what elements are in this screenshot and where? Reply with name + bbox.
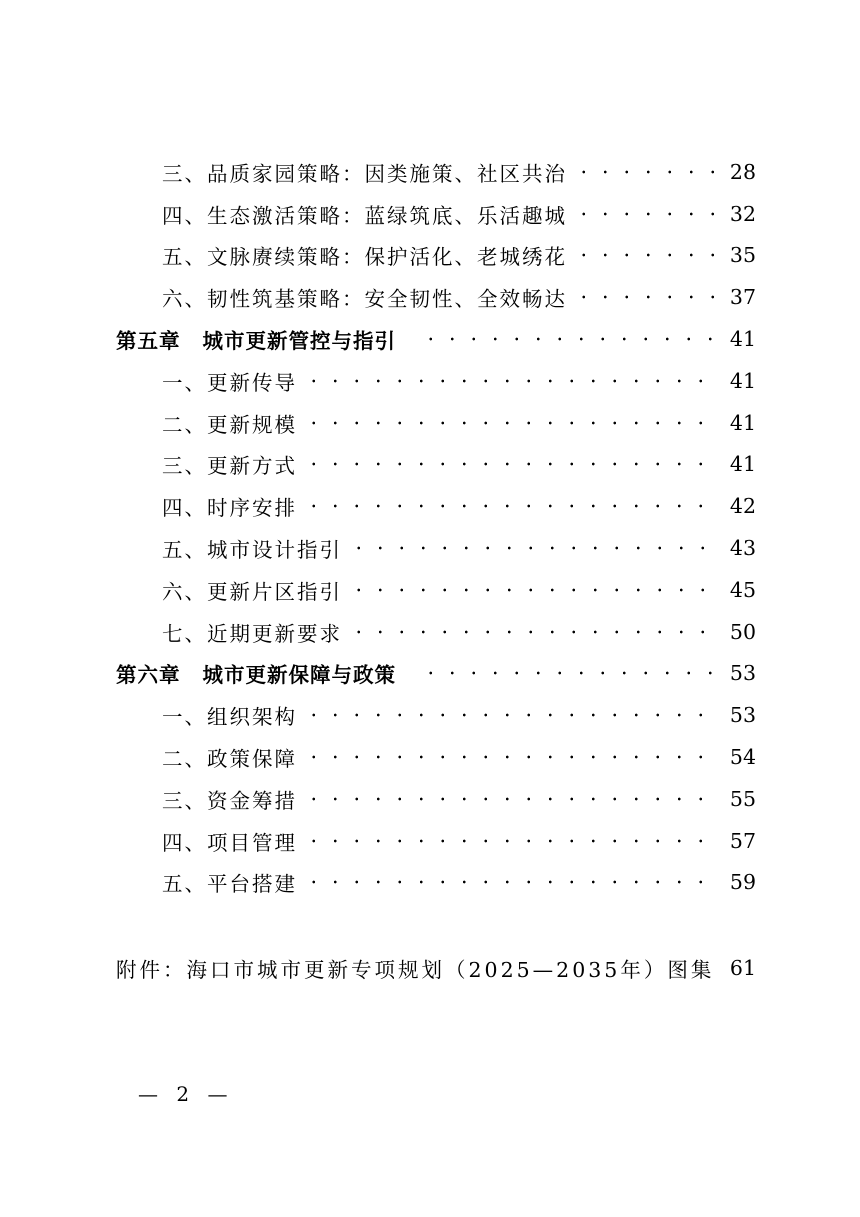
toc-entry[interactable] (116, 569, 756, 611)
dot-leader (303, 830, 720, 852)
toc-entry[interactable] (116, 151, 756, 193)
toc-entry[interactable] (116, 778, 756, 820)
table-of-contents (116, 151, 756, 903)
toc-entry-label: 一、更新传导 (162, 370, 297, 395)
attachment-page: 61 (729, 956, 756, 980)
toc-entry-page: 45 (729, 577, 756, 602)
toc-entry[interactable] (116, 694, 756, 736)
toc-entry-label: 五、文脉赓续策略：保护活化、老城绣花 (162, 245, 567, 270)
chapter-number: 第五章 (116, 329, 181, 354)
toc-entry-page: 32 (729, 201, 756, 226)
dot-leader (303, 412, 720, 434)
toc-entry-page: 37 (729, 285, 756, 310)
toc-entry-page: 55 (729, 786, 756, 811)
toc-entry[interactable] (116, 611, 756, 653)
toc-entry-page: 43 (729, 536, 756, 561)
dot-leader (573, 161, 720, 183)
toc-entry-page: 54 (729, 745, 756, 770)
chapter-number: 第六章 (116, 663, 181, 688)
toc-entry-label: 四、生态激活策略：蓝绿筑底、乐活趣城 (162, 203, 567, 228)
toc-entry-label: 五、城市设计指引 (162, 538, 342, 563)
toc-entry[interactable] (116, 820, 756, 862)
toc-entry-label: 四、项目管理 (162, 830, 297, 855)
toc-chapter-6[interactable] (116, 653, 756, 695)
toc-attachment[interactable] (116, 947, 756, 989)
dot-leader (303, 370, 720, 392)
toc-entry-page: 59 (729, 870, 756, 895)
page-number-footer: — 2 — (138, 1082, 234, 1106)
chapter-title: 城市更新管控与指引 (202, 329, 396, 354)
toc-entry[interactable] (116, 862, 756, 904)
toc-chapter-5[interactable] (116, 318, 756, 360)
attachment-label: 附件：海口市城市更新专项规划（2025—2035年）图集 (116, 958, 715, 982)
toc-entry-page: 35 (729, 243, 756, 268)
toc-entry[interactable] (116, 360, 756, 402)
toc-chapter-label (116, 324, 396, 354)
toc-entry-page: 50 (729, 619, 756, 644)
dot-leader (573, 286, 720, 308)
toc-entry-label: 七、近期更新要求 (162, 621, 342, 646)
toc-entry[interactable] (116, 235, 756, 277)
toc-entry-label: 四、时序安排 (162, 496, 297, 521)
toc-chapter-page: 41 (729, 327, 756, 352)
toc-entry-page: 41 (729, 410, 756, 435)
chapter-title: 城市更新保障与政策 (202, 663, 396, 688)
toc-entry-page: 42 (729, 494, 756, 519)
dot-leader (348, 537, 720, 559)
toc-chapter-label (116, 658, 396, 688)
toc-entry-label: 五、平台搭建 (162, 872, 297, 897)
toc-entry-label: 三、资金筹措 (162, 788, 297, 813)
toc-entry[interactable] (116, 444, 756, 486)
toc-entry[interactable] (116, 193, 756, 235)
toc-entry-label: 六、更新片区指引 (162, 579, 342, 604)
toc-entry[interactable] (116, 736, 756, 778)
dot-leader (348, 579, 720, 601)
toc-entry-page: 41 (729, 368, 756, 393)
toc-entry[interactable] (116, 485, 756, 527)
dot-leader (573, 244, 720, 266)
toc-entry-label: 三、更新方式 (162, 454, 297, 479)
toc-entry[interactable] (116, 402, 756, 444)
dot-leader (348, 621, 720, 643)
toc-entry[interactable] (116, 527, 756, 569)
toc-entry-label: 六、韧性筑基策略：安全韧性、全效畅达 (162, 287, 567, 312)
dot-leader (420, 662, 720, 684)
dot-leader (303, 746, 720, 768)
dot-leader (420, 328, 720, 350)
toc-entry-label: 二、更新规模 (162, 412, 297, 437)
dot-leader (303, 453, 720, 475)
toc-entry-page: 41 (729, 452, 756, 477)
dot-leader (303, 871, 720, 893)
toc-entry-page: 57 (729, 828, 756, 853)
toc-chapter-page: 53 (729, 661, 756, 686)
dot-leader (573, 203, 720, 225)
dot-leader (303, 704, 720, 726)
toc-entry-label: 三、品质家园策略：因类施策、社区共治 (162, 161, 567, 186)
toc-entry-label: 一、组织架构 (162, 705, 297, 730)
toc-entry-page: 28 (729, 159, 756, 184)
toc-entry[interactable] (116, 276, 756, 318)
toc-entry-page: 53 (729, 703, 756, 728)
toc-entry-label: 二、政策保障 (162, 747, 297, 772)
dot-leader (303, 788, 720, 810)
dot-leader (303, 495, 720, 517)
